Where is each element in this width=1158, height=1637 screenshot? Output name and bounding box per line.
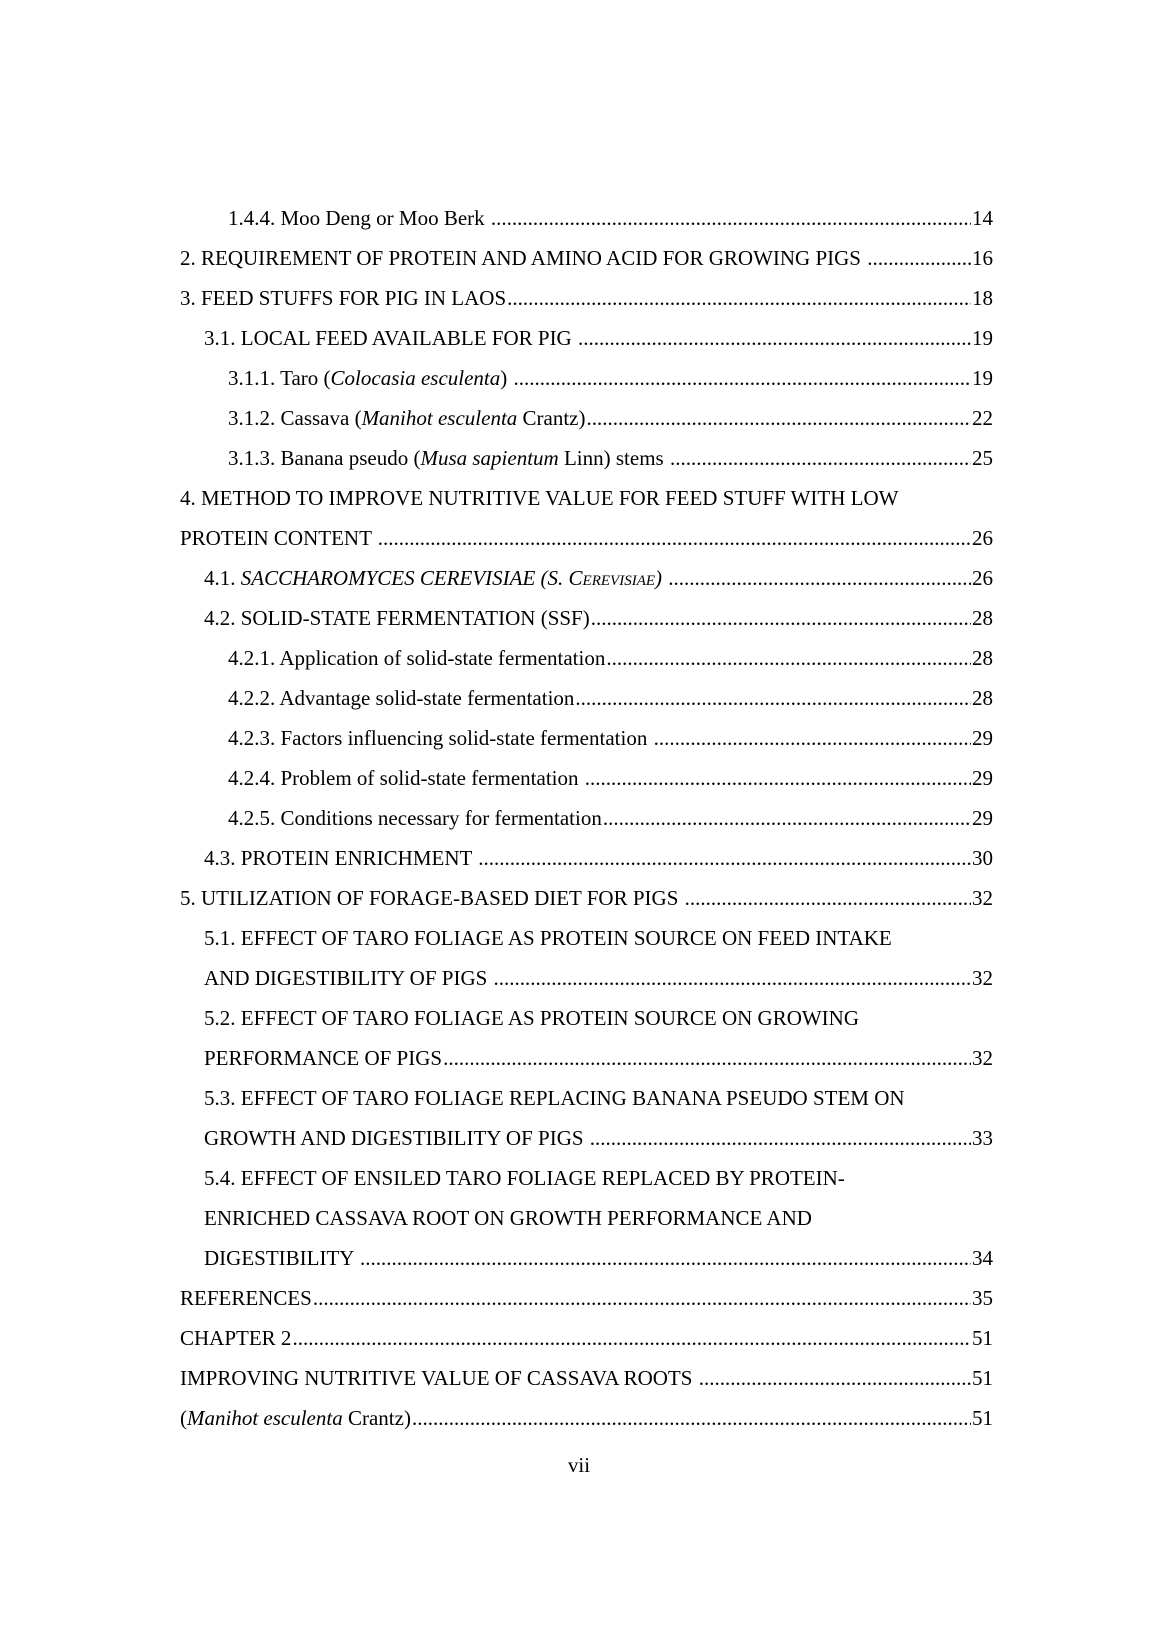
dot-leader — [603, 798, 971, 838]
toc-entry[interactable] — [180, 1158, 993, 1198]
dot-leader — [585, 758, 971, 798]
toc-entry-page: 29 — [972, 806, 993, 830]
toc-entry-page: 28 — [972, 686, 993, 710]
dot-leader — [478, 838, 971, 878]
toc-entry-title-part: 3.1.1. Taro ( — [228, 366, 331, 390]
toc-entry-page: 33 — [972, 1126, 993, 1150]
toc-entry[interactable] — [180, 318, 993, 358]
toc-entry-title: 5. UTILIZATION OF FORAGE-BASED DIET FOR PIGS — [180, 886, 684, 910]
toc-entry[interactable] — [180, 518, 993, 558]
toc-entry-title: 5.4. EFFECT OF ENSILED TARO FOLIAGE REPLACED BY PROTEIN- — [204, 1166, 845, 1190]
toc-entry-title-italic: Manihot esculenta — [361, 406, 518, 430]
toc-entry-page: 51 — [972, 1366, 993, 1390]
toc-entry-page: 35 — [972, 1286, 993, 1310]
toc-entry-title: 4.2.2. Advantage solid-state fermentation — [228, 686, 575, 710]
toc-entry-title: 5.3. EFFECT OF TARO FOLIAGE REPLACING BANANA PSEUDO STEM ON — [204, 1086, 905, 1110]
dot-leader — [494, 958, 971, 998]
toc-entry-title-part: Linn) stems — [558, 446, 669, 470]
toc-entry-title — [228, 398, 586, 438]
toc-entry-title: CHAPTER 2 — [180, 1326, 292, 1350]
toc-entry[interactable] — [180, 358, 993, 398]
dot-leader — [685, 878, 971, 918]
toc-entry-title: 4.3. PROTEIN ENRICHMENT — [204, 846, 478, 870]
toc-entry-title: 4.2.4. Problem of solid-state fermentation — [228, 766, 584, 790]
dot-leader — [867, 238, 971, 278]
toc-entry[interactable] — [180, 478, 993, 518]
toc-entry-page: 32 — [972, 886, 993, 910]
toc-entry-page: 25 — [972, 446, 993, 470]
toc-entry[interactable] — [180, 878, 993, 918]
toc-entry-title: DIGESTIBILITY — [204, 1246, 359, 1270]
toc-entry[interactable] — [180, 1278, 993, 1318]
toc-entry-title — [228, 438, 669, 478]
toc-entry-title: PERFORMANCE OF PIGS — [204, 1046, 443, 1070]
dot-leader — [507, 278, 971, 318]
toc-entry-page: 19 — [972, 366, 993, 390]
toc-entry-title: 3. FEED STUFFS FOR PIG IN LAOS — [180, 286, 507, 310]
toc-entry-title-part: ) — [500, 366, 513, 390]
dot-leader — [412, 1398, 971, 1438]
dot-leader — [313, 1278, 971, 1318]
toc-entry[interactable] — [180, 1198, 993, 1238]
toc-entry-page: 26 — [972, 526, 993, 550]
toc-entry-title-italic: SACCHAROMYCES CEREVISIAE (S. C — [240, 566, 583, 590]
toc-entry-title: GROWTH AND DIGESTIBILITY OF PIGS — [204, 1126, 589, 1150]
toc-entry-title-part: ( — [180, 1406, 187, 1430]
dot-leader — [292, 1318, 971, 1358]
toc-entry-page: 28 — [972, 606, 993, 630]
toc-entry-title: 4.2.3. Factors influencing solid-state fermentation — [228, 726, 653, 750]
toc-entry-page: 32 — [972, 1046, 993, 1070]
toc-entry-title: IMPROVING NUTRITIVE VALUE OF CASSAVA ROOTS — [180, 1366, 698, 1390]
toc-entry-title: 4. METHOD TO IMPROVE NUTRITIVE VALUE FOR FEED STUFF WITH LOW — [180, 486, 899, 510]
toc-entry-title: 4.2.1. Application of solid-state fermentation — [228, 646, 606, 670]
toc-entry[interactable] — [180, 438, 993, 478]
toc-entry[interactable] — [180, 558, 993, 598]
toc-entry-page: 26 — [972, 566, 993, 590]
toc-entry-title: 1.4.4. Moo Deng or Moo Berk — [228, 206, 490, 230]
toc-entry-page: 32 — [972, 966, 993, 990]
toc-entry-page: 34 — [972, 1246, 993, 1270]
toc-entry-title — [228, 358, 513, 398]
toc-entry[interactable] — [180, 398, 993, 438]
toc-entry[interactable] — [180, 758, 993, 798]
toc-entry-page: 51 — [972, 1326, 993, 1350]
toc-entry[interactable] — [180, 998, 993, 1038]
toc-entry-title: REFERENCES — [180, 1286, 312, 1310]
toc-entry[interactable] — [180, 918, 993, 958]
toc-entry-title-part: 4.1. — [204, 566, 241, 590]
dot-leader — [378, 518, 971, 558]
toc-entry-title: 2. REQUIREMENT OF PROTEIN AND AMINO ACID FOR GROWING PIGS — [180, 246, 867, 270]
toc-entry-title: 4.2.5. Conditions necessary for fermentation — [228, 806, 602, 830]
dot-leader — [590, 1118, 971, 1158]
toc-entry[interactable] — [180, 1318, 993, 1358]
toc-entry[interactable] — [180, 1078, 993, 1118]
toc-entry[interactable] — [180, 598, 993, 638]
dot-leader — [514, 358, 971, 398]
toc-entry-page: 16 — [972, 246, 993, 270]
toc-entry-page: 28 — [972, 646, 993, 670]
toc-entry-title — [204, 558, 667, 598]
toc-entry[interactable] — [180, 278, 993, 318]
toc-entry-page: 51 — [972, 1406, 993, 1430]
toc-entry-page: 18 — [972, 286, 993, 310]
toc-entry[interactable] — [180, 678, 993, 718]
toc-entry-title-italic: Manihot esculenta — [187, 1406, 343, 1430]
dot-leader — [578, 318, 971, 358]
toc-entry[interactable] — [180, 958, 993, 998]
toc-entry-title-italic: Colocasia esculenta — [330, 366, 501, 390]
toc-entry-title-italic: Musa sapientum — [420, 446, 559, 470]
toc-entry-page: 19 — [972, 326, 993, 350]
toc-entry-title-part: 3.1.3. Banana pseudo ( — [228, 446, 421, 470]
dot-leader — [699, 1358, 971, 1398]
toc-entry[interactable] — [180, 198, 993, 238]
toc-entry[interactable] — [180, 1398, 993, 1438]
toc-entry[interactable] — [180, 638, 993, 678]
dot-leader — [360, 1238, 971, 1278]
toc-entry[interactable] — [180, 838, 993, 878]
dot-leader — [591, 598, 971, 638]
toc-entry-title-part — [662, 566, 667, 590]
dot-leader — [668, 558, 971, 598]
toc-entry-page: 14 — [972, 206, 993, 230]
dot-leader — [670, 438, 971, 478]
toc-entry-title-part: 3.1.2. Cassava ( — [228, 406, 362, 430]
toc-entry-title: 4.2. SOLID-STATE FERMENTATION (SSF) — [204, 606, 590, 630]
toc-entry-page: 29 — [972, 726, 993, 750]
toc-entry[interactable] — [180, 798, 993, 838]
toc-entry-page: 22 — [972, 406, 993, 430]
table-of-contents — [180, 198, 993, 1438]
toc-entry-title: PROTEIN CONTENT — [180, 526, 377, 550]
dot-leader — [606, 638, 971, 678]
toc-entry[interactable] — [180, 1358, 993, 1398]
toc-entry[interactable] — [180, 1238, 993, 1278]
toc-entry[interactable] — [180, 1118, 993, 1158]
toc-entry-title-part: Crantz) — [517, 406, 586, 430]
dot-leader — [587, 398, 971, 438]
toc-entry[interactable] — [180, 718, 993, 758]
toc-entry-title: 5.1. EFFECT OF TARO FOLIAGE AS PROTEIN SOURCE ON FEED INTAKE — [204, 926, 892, 950]
dot-leader — [654, 718, 971, 758]
toc-entry-title: 5.2. EFFECT OF TARO FOLIAGE AS PROTEIN SOURCE ON GROWING — [204, 1006, 860, 1030]
toc-entry-title-italic: ) — [655, 566, 663, 590]
toc-entry-title-part: Crantz) — [342, 1406, 411, 1430]
page-number: vii — [567, 1453, 591, 1477]
toc-entry-title: ENRICHED CASSAVA ROOT ON GROWTH PERFORMANCE AND — [204, 1206, 812, 1230]
dot-leader — [575, 678, 971, 718]
toc-entry-page: 29 — [972, 766, 993, 790]
toc-entry-page: 30 — [972, 846, 993, 870]
toc-entry-title: 3.1. LOCAL FEED AVAILABLE FOR PIG — [204, 326, 577, 350]
toc-entry-title — [180, 1398, 411, 1438]
dot-leader — [491, 198, 971, 238]
toc-entry-title-smallcaps: EREVISIAE — [582, 573, 656, 589]
toc-entry[interactable] — [180, 238, 993, 278]
dot-leader — [443, 1038, 971, 1078]
toc-entry[interactable] — [180, 1038, 993, 1078]
toc-entry-title: AND DIGESTIBILITY OF PIGS — [204, 966, 493, 990]
